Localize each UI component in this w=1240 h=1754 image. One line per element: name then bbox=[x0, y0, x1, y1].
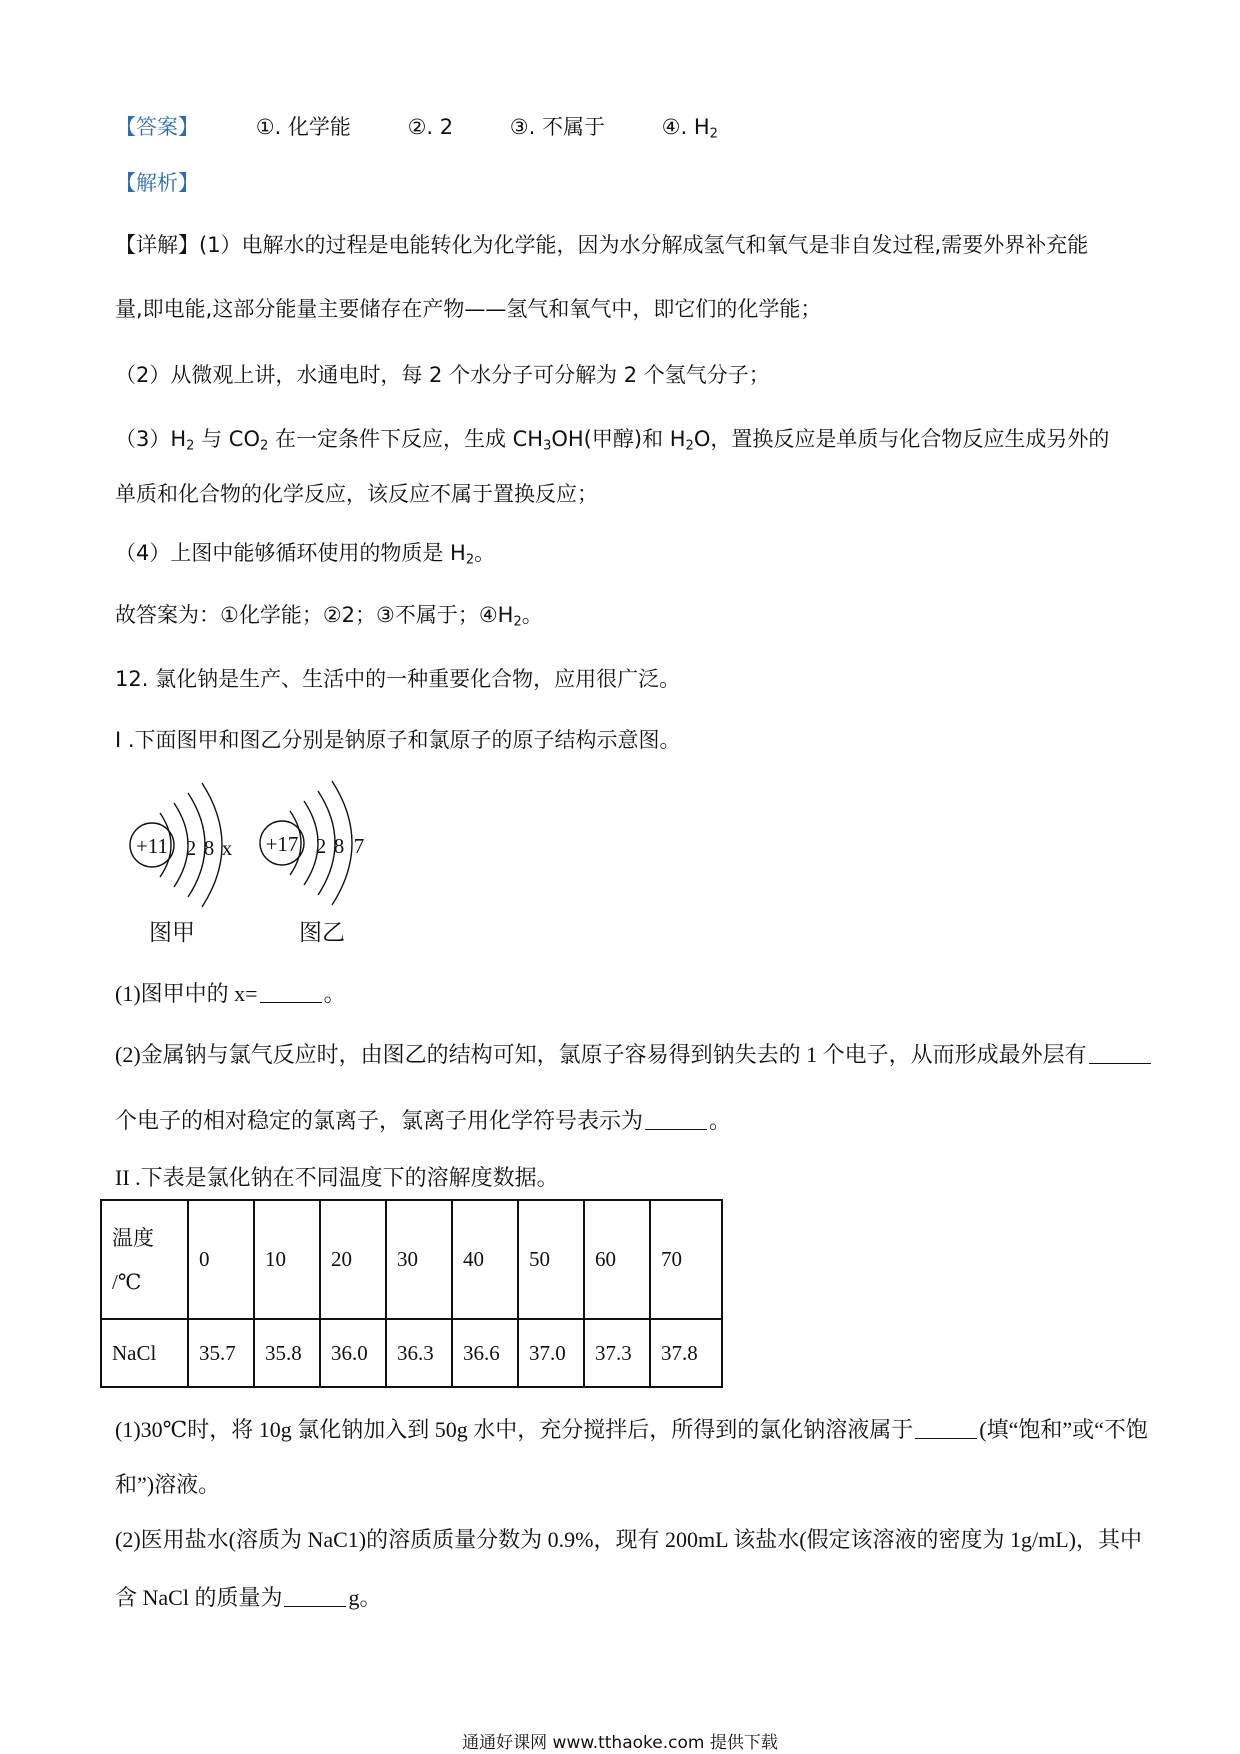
answer-item-3: ③. 不属于 bbox=[509, 115, 605, 139]
chlorine-caption: 图乙 bbox=[299, 920, 345, 946]
chlorine-shell-1: 2 bbox=[315, 834, 327, 858]
q12-sub2-line2: 个电子的相对稳定的氯离子，氯离子用化学符号表示为 。 bbox=[115, 1108, 732, 1133]
table-cell: 37.8 bbox=[650, 1319, 722, 1387]
table-cell: 36.3 bbox=[386, 1319, 452, 1387]
table-cell: 36.6 bbox=[452, 1319, 518, 1387]
q12-part2-sub2-line2: 含 NaCl 的质量为 g。 bbox=[115, 1585, 382, 1610]
detail-p2: （2）从微观上讲，水通电时，每 2 个水分子可分解为 2 个氢气分子； bbox=[115, 363, 770, 387]
detail-p3a: $(3)H_2$ 与 $CO_2$ 在一定条件下反应，生成 $CH_3OH$(甲醇)和 $H_2O$，置换反应是单质与化合物反应生成另外的 bbox=[115, 427, 1110, 454]
chlorine-nucleus-label: +17 bbox=[265, 832, 299, 856]
table-header-cell: NaCl bbox=[101, 1319, 188, 1387]
table-cell: 36.0 bbox=[320, 1319, 386, 1387]
table-cell: 30 bbox=[386, 1200, 452, 1319]
answer-row bbox=[115, 112, 718, 149]
table-cell: 10 bbox=[254, 1200, 320, 1319]
table-cell: 20 bbox=[320, 1200, 386, 1319]
answer-blank bbox=[645, 1128, 707, 1130]
table-cell: 37.0 bbox=[518, 1319, 584, 1387]
analysis-label: 【解析】 bbox=[115, 171, 199, 195]
detail-label: 【详解】 bbox=[115, 233, 199, 257]
detail-p1b: 量,即电能,这部分能量主要储存在产物——氢气和氧气中，即它们的化学能； bbox=[115, 297, 822, 321]
table-cell: 60 bbox=[584, 1200, 650, 1319]
q12-part2-sub1-line1: (1)30℃时，将 10g 氯化钠加入到 50g 水中，充分搅拌后，所得到的氯化钠溶液属于 (填“饱和”或“不饱 bbox=[115, 1417, 1148, 1442]
q12-stem: 12. 氯化钠是生产、生活中的一种重要化合物，应用很广泛。 bbox=[115, 667, 681, 691]
table-row-nacl bbox=[101, 1319, 722, 1387]
q12-part2-intro: II .下表是氯化钠在不同温度下的溶解度数据。 bbox=[115, 1165, 559, 1190]
table-row-temperature bbox=[101, 1200, 722, 1319]
sodium-nucleus-label: +11 bbox=[135, 834, 169, 858]
q12-sub2-line1: (2)金属钠与氯气反应时，由图乙的结构可知，氯原子容易得到钠失去的 1 个电子，从而形成最外层有 bbox=[115, 1040, 1153, 1070]
q12-part1-intro: I .下面图甲和图乙分别是钠原子和氯原子的原子结构示意图。 bbox=[115, 728, 681, 752]
sodium-caption: 图甲 bbox=[149, 920, 195, 946]
answer-blank bbox=[1089, 1062, 1151, 1064]
answer-label: 【答案】 bbox=[115, 115, 199, 139]
table-cell: 0 bbox=[188, 1200, 254, 1319]
table-cell: 40 bbox=[452, 1200, 518, 1319]
conclusion: 故答案为：①化学能；②2；③不属于；$④H_2$。 bbox=[115, 603, 543, 630]
q12-sub1: (1)图甲中的 x= 。 bbox=[115, 981, 346, 1006]
answer-blank bbox=[260, 1001, 322, 1003]
table-cell: 50 bbox=[518, 1200, 584, 1319]
chlorine-shell-2: 8 bbox=[333, 834, 345, 858]
answer-item-4: ④. $H_2$ bbox=[661, 115, 718, 142]
chlorine-shell-3: 7 bbox=[353, 834, 365, 858]
answer-blank bbox=[284, 1605, 346, 1607]
answer-item-1: ①. 化学能 bbox=[255, 115, 351, 139]
detail-p4: （4）上图中能够循环使用的物质是 $H_2$。 bbox=[115, 541, 496, 568]
footer-watermark: 通通好课网 www.tthaoke.com 提供下载 bbox=[462, 1733, 778, 1753]
solubility-table bbox=[100, 1199, 723, 1388]
answer-item-2: ②. 2 bbox=[407, 115, 454, 139]
sodium-shell-1: 2 bbox=[185, 836, 197, 860]
atom-structure-diagram bbox=[120, 775, 420, 955]
table-cell: 37.3 bbox=[584, 1319, 650, 1387]
answer-blank bbox=[915, 1437, 977, 1439]
q12-part2-sub1-line2: 和”)溶液。 bbox=[115, 1472, 221, 1497]
detail-p3b: 单质和化合物的化学反应，该反应不属于置换反应； bbox=[115, 482, 598, 506]
table-cell: 35.7 bbox=[188, 1319, 254, 1387]
sodium-shell-2: 8 bbox=[203, 836, 215, 860]
table-cell: 70 bbox=[650, 1200, 722, 1319]
detail-p1a: 【详解】(1）电解水的过程是电能转化为化学能，因为水分解成氢气和氧气是非自发过程,需要外界补充能 bbox=[115, 233, 1089, 257]
table-header-cell: 温度 /℃ bbox=[101, 1200, 188, 1319]
sodium-shell-3: x bbox=[221, 836, 233, 860]
table-cell: 35.8 bbox=[254, 1319, 320, 1387]
q12-part2-sub2-line1: (2)医用盐水(溶质为 NaC1)的溶质质量分数为 0.9%，现有 200mL 该盐水(假定该溶液的密度为 1g/mL)，其中 bbox=[115, 1527, 1143, 1552]
